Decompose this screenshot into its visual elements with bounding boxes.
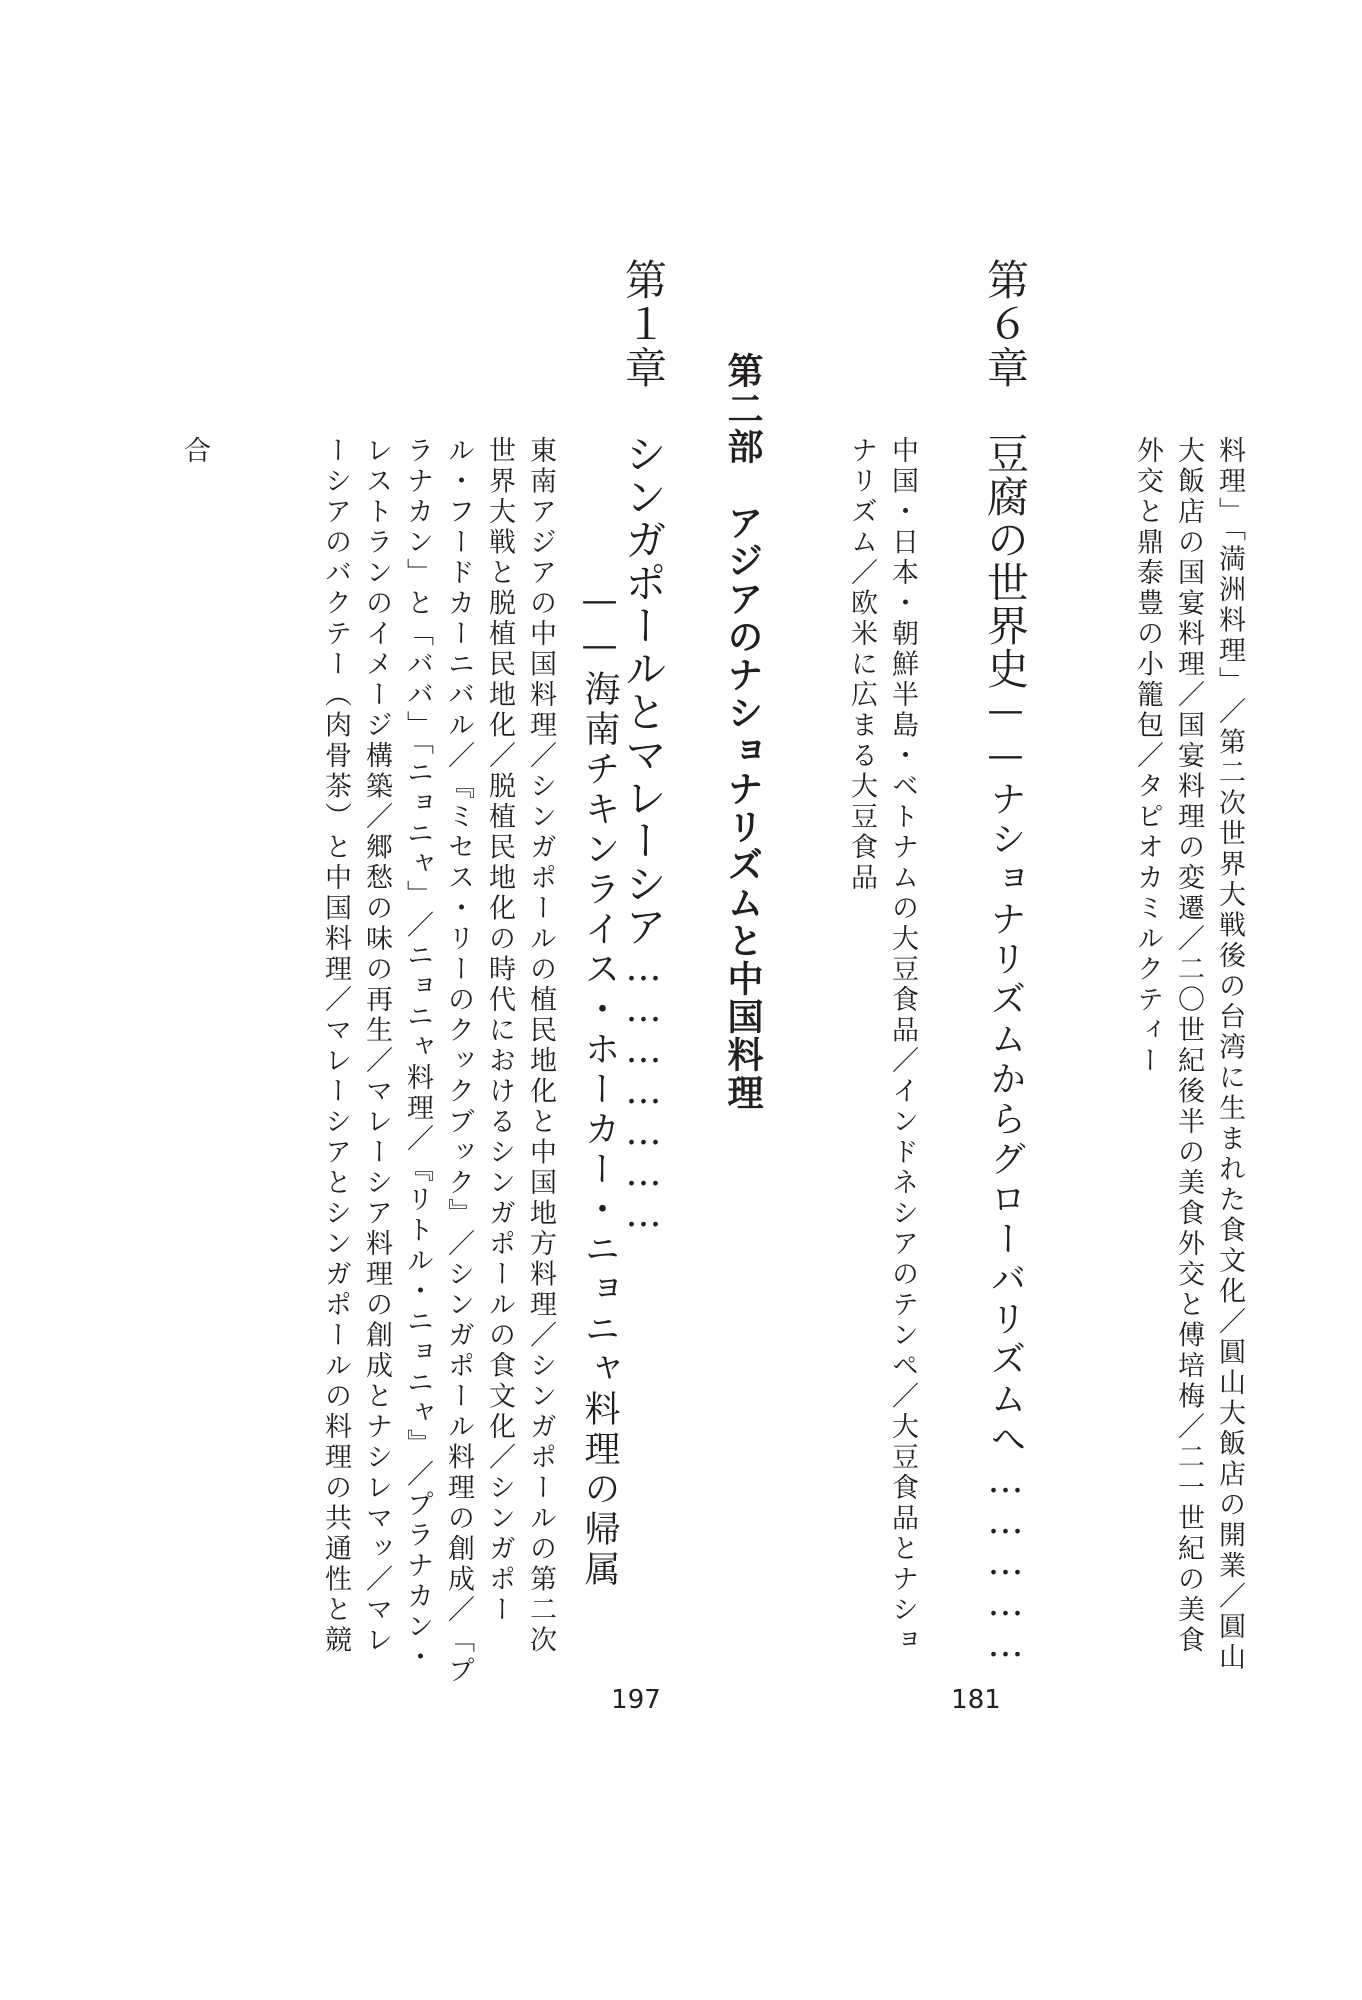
- chapter6-page-number[interactable]: 181: [951, 1685, 1001, 1715]
- chapter6-subtitle: ——ナショナリズムからグローバリズムへ: [985, 690, 1026, 1460]
- chapter1-description-line-6: ーシアのバクテー（肉骨茶）と中国料理／マレーシアとシンガポールの料理の共通性と競: [320, 436, 351, 1656]
- chapter6-description-line-1: 中国・日本・朝鮮半島・ベトナムの大豆食品／インドネシアのテンペ／大豆食品とナショ: [887, 436, 918, 1656]
- chapter1-heading[interactable]: [619, 432, 668, 1235]
- chapter6-leader-dots: ……………: [985, 1460, 1026, 1665]
- chapter1-title: シンガポールとマレーシア: [619, 432, 668, 948]
- chapter1-description-line-2: 世界大戦と脱植民地化／脱植民地化の時代におけるシンガポールの食文化／シンガポー: [484, 436, 515, 1626]
- chapter6-heading[interactable]: [981, 432, 1030, 1665]
- continued-text-line-3: 外交と鼎泰豊の小籠包／タピオカミルクティー: [1132, 436, 1163, 1077]
- chapter1-leader-dots: …………………: [623, 948, 664, 1235]
- chapter6-description-line-2: ナリズム／欧米に広まる大豆食品: [846, 436, 877, 894]
- continued-text-line-1: 料理」「満洲料理」／第二次世界大戦後の台湾に生まれた食文化／圓山大飯店の開業／圓山: [1214, 436, 1245, 1673]
- part2-heading[interactable]: 第二部 アジアのナショナリズムと中国料理: [722, 352, 763, 1112]
- chapter6-label: 第６章: [981, 258, 1030, 390]
- chapter1-subtitle: ——海南チキンライス・ホーカー・ニョニャ料理の帰属: [579, 580, 620, 1590]
- chapter1-page-number[interactable]: 197: [611, 1685, 661, 1715]
- chapter1-description-line-3: ル・フードカーニバル／『ミセス・リーのクックブック』／シンガポール料理の創成／「プ: [443, 436, 474, 1687]
- chapter1-description-line-5: レストランのイメージ構築／郷愁の味の再生／マレーシア料理の創成とナシレマッ／マレ: [361, 436, 392, 1656]
- chapter1-description-line-1: 東南アジアの中国料理／シンガポールの植民地化と中国地方料理／シンガポールの第二次: [525, 436, 556, 1656]
- chapter1-description-line-4: ラナカン」と「ババ」「ニョニャ」／ニョニャ料理／『リトル・ニョニャ』／プラナカン・: [402, 436, 433, 1673]
- chapter6-title: 豆腐の世界史: [981, 432, 1030, 690]
- continued-text-line-2: 大飯店の国宴料理／国宴料理の変遷／二〇世紀後半の美食外交と傅培梅／二一世紀の美食: [1173, 436, 1204, 1656]
- chapter1-label: 第１章: [619, 258, 668, 390]
- chapter1-description-line-7: 合: [179, 436, 210, 467]
